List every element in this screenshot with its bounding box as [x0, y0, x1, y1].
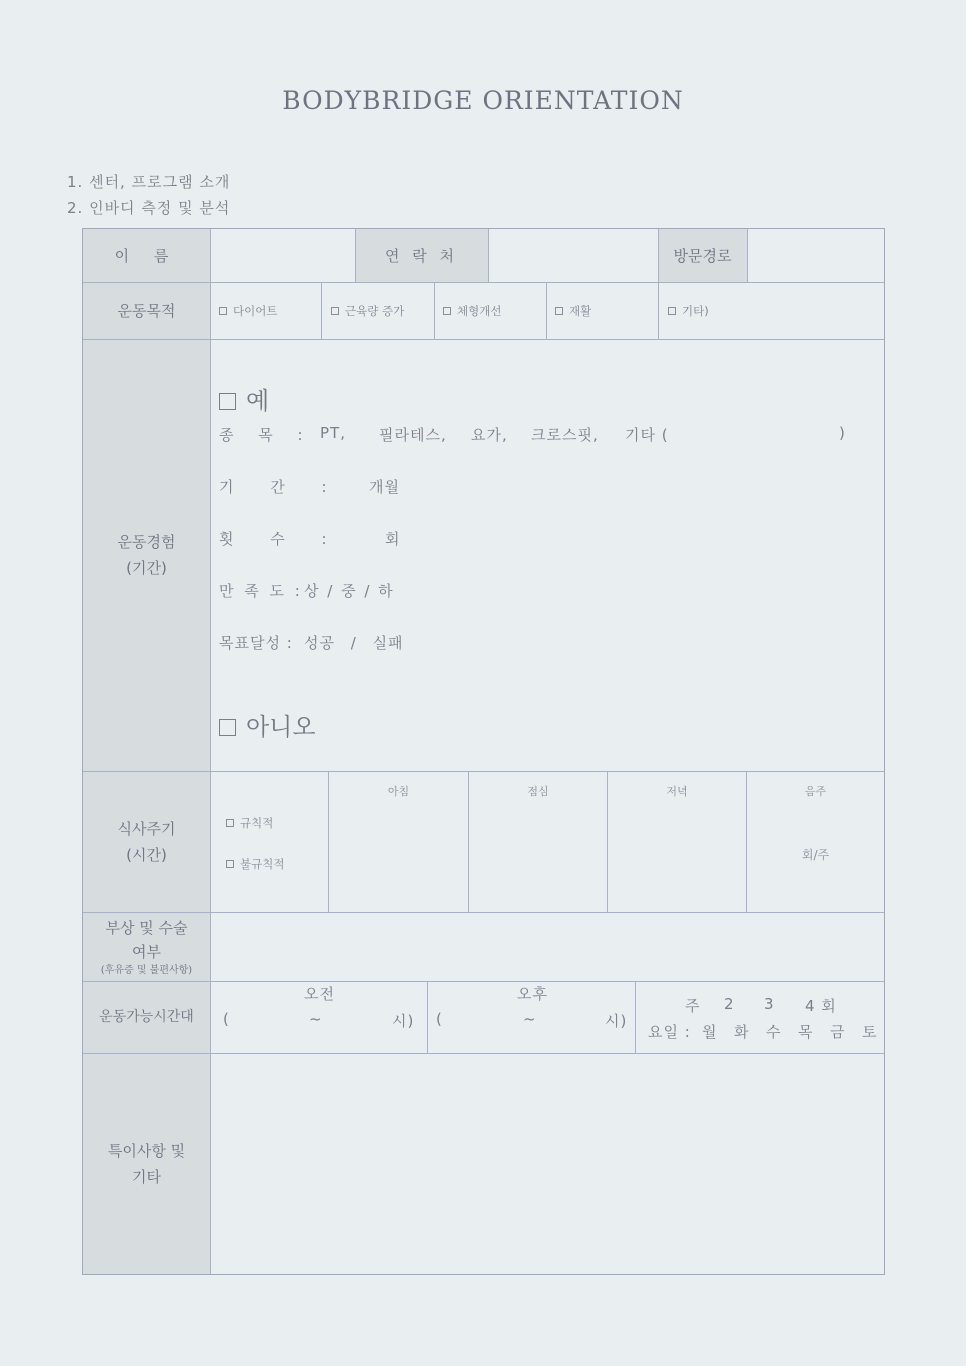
name-label — [83, 229, 210, 282]
drinking-unit: 회/주 — [801, 848, 830, 862]
experience-label-line2: (기간) — [126, 559, 167, 577]
column-divider — [658, 282, 659, 339]
injury-label-line3: (후유증 및 불편사항) — [100, 964, 193, 976]
goal-label: 목표달성 : — [219, 634, 293, 652]
pm-label: 오후 — [517, 985, 548, 1003]
column-divider — [635, 981, 636, 1053]
goal-values: 성공 / 실패 — [304, 634, 404, 652]
injury-label-line2: 여부 — [132, 942, 161, 961]
purpose-option-other[interactable] — [668, 303, 709, 319]
satisfaction-label-text: 만 족 도 : — [219, 582, 303, 600]
injury-input-cell[interactable] — [211, 913, 884, 981]
notes-label-line2: 기타 — [132, 1167, 161, 1186]
type-crossfit: 크로스핏, — [531, 426, 599, 444]
type-pilates: 필라테스, — [379, 426, 447, 444]
notes-label — [83, 1053, 210, 1274]
checkbox-icon — [668, 307, 676, 315]
satisfaction-values: 상 / 중 / 하 — [304, 582, 394, 600]
meal-col-dinner: 저녁 — [666, 785, 688, 798]
day-thu[interactable]: 목 — [798, 1023, 814, 1041]
experience-yes-label: 예 — [246, 387, 270, 415]
checkbox-icon — [331, 307, 339, 315]
week-value-4: 4 회 — [805, 997, 837, 1015]
form-title: BODYBRIDGE ORIENTATION — [282, 86, 684, 115]
column-divider — [321, 282, 322, 339]
intro-item-2: 2. 인바디 측정 및 분석 — [67, 199, 231, 217]
meal-label-line1: 식사주기 — [117, 819, 176, 838]
meal-irregular-option[interactable] — [226, 856, 284, 872]
type-label-text: 종 목 : — [219, 426, 313, 444]
am-close: 시) — [392, 1012, 415, 1030]
week-value-2: 2 — [724, 995, 735, 1013]
meal-col-morning: 아침 — [387, 785, 410, 798]
injury-label-line1: 부상 및 수술 — [105, 918, 188, 937]
day-sat[interactable]: 토 — [862, 1023, 878, 1041]
experience-no-option[interactable] — [219, 707, 316, 742]
purpose-option-posture[interactable] — [443, 303, 501, 319]
route-label: 방문경로 — [673, 246, 732, 265]
purpose-option-muscle[interactable] — [331, 303, 404, 319]
available-time-label: 운동가능시간대 — [99, 1009, 194, 1025]
intro-item-1: 1. 센터, 프로그램 소개 — [67, 173, 231, 191]
checkbox-icon — [443, 307, 451, 315]
type-pt: PT, — [320, 424, 346, 442]
purpose-option-diet-label: 다이어트 — [233, 304, 278, 318]
purpose-option-muscle-label: 근육량 증가 — [345, 304, 405, 318]
contact-input-cell[interactable] — [489, 229, 658, 282]
meal-col-drinking: 음주 — [804, 785, 827, 798]
column-divider — [434, 282, 435, 339]
type-other-open: 기타 ( — [625, 426, 669, 444]
name-input-cell[interactable] — [211, 229, 355, 282]
count-label — [219, 528, 343, 549]
count-label-text: 횟 수 : — [219, 530, 343, 548]
notes-label-line1: 특이사항 및 — [107, 1141, 186, 1160]
pm-tilde: ~ — [523, 1010, 537, 1028]
purpose-option-diet[interactable] — [219, 303, 277, 319]
type-other-close: ) — [839, 424, 846, 442]
meal-col-lunch: 점심 — [527, 785, 549, 798]
meal-irregular-label: 불규칙적 — [240, 857, 285, 871]
column-divider — [427, 981, 428, 1053]
checkbox-icon — [226, 860, 234, 868]
checkbox-icon — [219, 393, 236, 410]
day-mon[interactable]: 월 — [702, 1023, 718, 1041]
count-unit: 회 — [385, 530, 401, 548]
name-label-text: 이 름 — [114, 246, 179, 265]
injury-label — [83, 912, 210, 981]
satisfaction-label — [219, 580, 303, 601]
column-divider — [546, 282, 547, 339]
checkbox-icon — [219, 307, 227, 315]
contact-label — [355, 229, 488, 282]
experience-yes-option[interactable] — [219, 381, 269, 416]
am-tilde: ~ — [309, 1010, 323, 1028]
purpose-option-other-label: 기타) — [682, 304, 709, 318]
meal-label-line2: (시간) — [126, 845, 167, 864]
purpose-label: 운동목적 — [117, 301, 176, 320]
am-open: ( — [223, 1010, 230, 1028]
experience-label — [83, 339, 210, 771]
checkbox-icon — [555, 307, 563, 315]
meal-regular-option[interactable] — [226, 815, 273, 831]
experience-no-label: 아니오 — [246, 713, 316, 741]
day-wed[interactable]: 수 — [766, 1023, 782, 1041]
pm-open: ( — [436, 1010, 443, 1028]
period-label — [219, 476, 343, 497]
day-tue[interactable]: 화 — [734, 1023, 750, 1041]
purpose-option-rehab-label: 재활 — [569, 304, 592, 318]
checkbox-icon — [226, 819, 234, 827]
am-label: 오전 — [304, 985, 335, 1003]
period-unit: 개월 — [369, 478, 400, 496]
purpose-option-rehab[interactable] — [555, 303, 591, 319]
day-fri[interactable]: 금 — [830, 1023, 846, 1041]
purpose-option-posture-label: 체형개선 — [457, 304, 502, 318]
pm-close: 시) — [605, 1012, 628, 1030]
type-yoga: 요가, — [471, 426, 508, 444]
orientation-form-table — [82, 228, 885, 1275]
day-label: 요일 : — [648, 1023, 691, 1041]
experience-label-line1: 운동경험 — [117, 533, 176, 551]
contact-label-text: 연 락 처 — [384, 246, 458, 265]
week-value-3: 3 — [764, 995, 775, 1013]
checkbox-icon — [219, 719, 236, 736]
meal-regular-label: 규칙적 — [240, 816, 274, 830]
week-label: 주 — [685, 997, 701, 1015]
notes-input-cell[interactable] — [211, 1054, 884, 1274]
route-input-cell[interactable] — [748, 229, 884, 282]
period-label-text: 기 간 : — [219, 478, 343, 496]
experience-type-label — [219, 424, 313, 445]
meal-label — [83, 771, 210, 912]
